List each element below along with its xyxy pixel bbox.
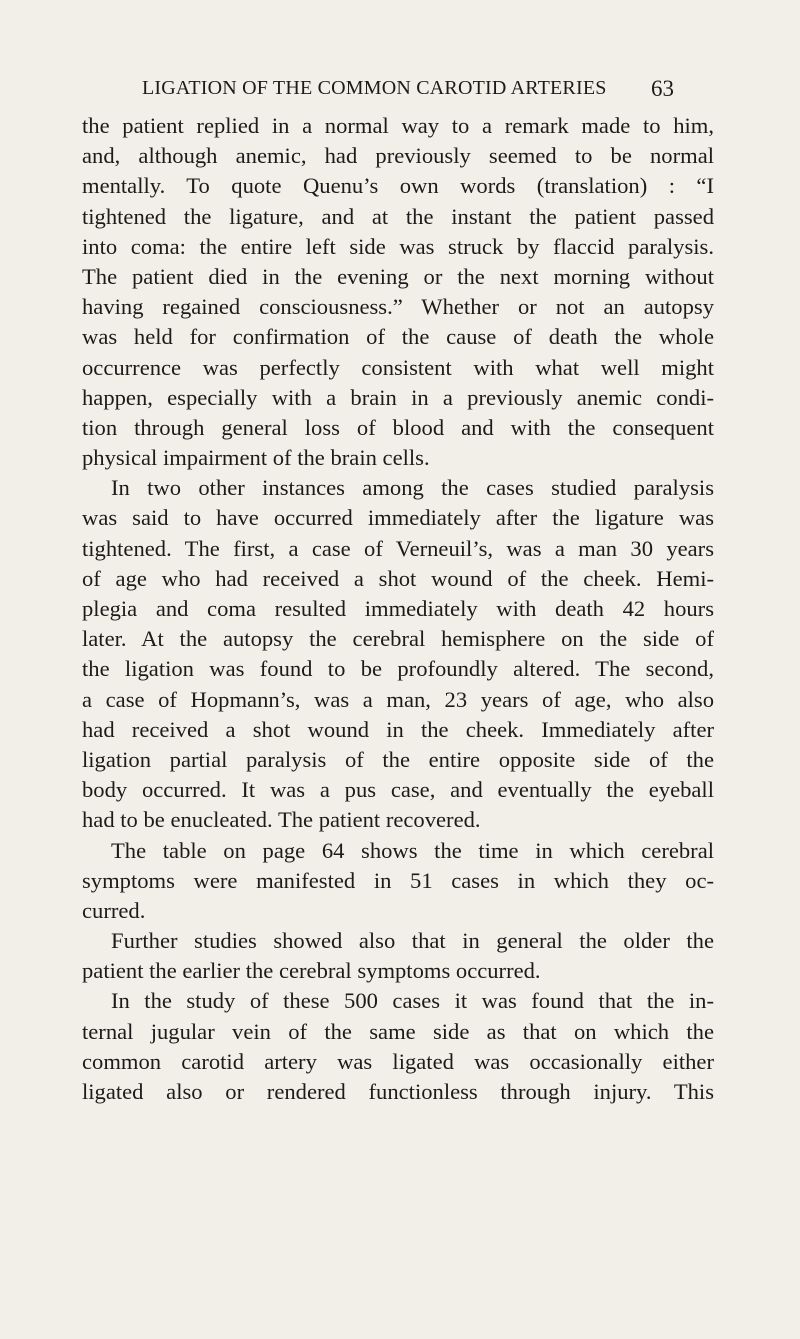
text-line: into coma: the entire left side was struck by flaccid paralysis.: [82, 233, 714, 259]
text-line: the ligation was found to be profoundly altered. The second,: [82, 656, 714, 682]
text-line: ligated also or rendered functionless through injury. This: [82, 1079, 714, 1104]
text-line: In the study of these 500 cases it was found that the in-: [111, 988, 714, 1014]
paragraph: [82, 473, 714, 835]
text-line: had received a shot wound in the cheek. Immediately after: [82, 716, 714, 742]
text-line: a case of Hopmann’s, was a man, 23 years of age, who also: [82, 686, 714, 712]
text-line: later. At the autopsy the cerebral hemisphere on the side of: [82, 626, 714, 652]
text-line: The table on page 64 shows the time in which cerebral: [111, 837, 714, 863]
text-line: occurrence was perfectly consistent with what well might: [82, 354, 714, 380]
text-line: having regained consciousness.” Whether or not an autopsy: [82, 294, 714, 320]
text-line: common carotid artery was ligated was occasionally either: [82, 1048, 714, 1074]
paragraph: [82, 986, 714, 1107]
text-line: In two other instances among the cases studied paralysis: [111, 475, 714, 501]
text-line: the patient replied in a normal way to a remark made to him,: [82, 113, 714, 138]
running-head: [0, 73, 800, 103]
text-line: symptoms were manifested in 51 cases in which they oc-: [82, 867, 714, 893]
paragraph: [82, 836, 714, 927]
running-title: LIGATION OF THE COMMON CAROTID ARTERIES: [142, 77, 607, 99]
text-line: tion through general loss of blood and with the consequent: [82, 414, 714, 440]
text-line: ligation partial paralysis of the entire opposite side of the: [82, 746, 714, 772]
text-line: curred.: [82, 897, 146, 923]
page-number: 63: [651, 76, 674, 101]
text-line: of age who had received a shot wound of the cheek. Hemi-: [82, 565, 714, 591]
text-line: mentally. To quote Quenu’s own words (translation) : “I: [82, 173, 714, 199]
text-line: was said to have occurred immediately after the ligature was: [82, 505, 714, 531]
text-line: patient the earlier the cerebral symptoms occurred.: [82, 958, 541, 984]
text-line: and, although anemic, had previously seemed to be normal: [82, 143, 714, 169]
text-line: tightened. The first, a case of Verneuil’s, was a man 30 years: [82, 535, 714, 561]
text-line: had to be enucleated. The patient recovered.: [82, 807, 481, 833]
text-line: was held for confirmation of the cause of death the whole: [82, 324, 714, 350]
paragraph: [82, 926, 714, 986]
text-line: happen, especially with a brain in a previously anemic condi-: [82, 384, 714, 410]
text-line: physical impairment of the brain cells.: [82, 445, 430, 471]
body-text: [82, 111, 714, 1107]
text-line: ternal jugular vein of the same side as that on which the: [82, 1018, 714, 1044]
text-line: body occurred. It was a pus case, and eventually the eyeball: [82, 777, 714, 803]
text-line: tightened the ligature, and at the instant the patient passed: [82, 203, 714, 229]
text-line: Further studies showed also that in general the older the: [111, 928, 714, 954]
text-line: plegia and coma resulted immediately with death 42 hours: [82, 596, 714, 621]
paragraph: [82, 111, 714, 473]
text-line: The patient died in the evening or the next morning without: [82, 263, 714, 289]
